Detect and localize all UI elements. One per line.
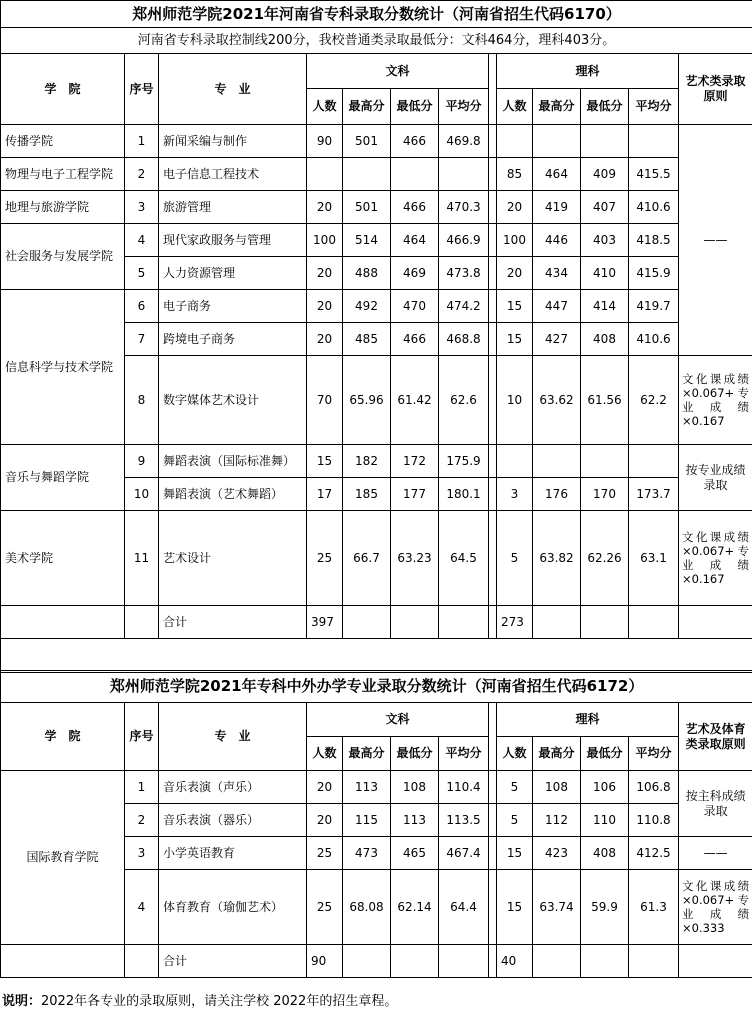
- header-like: 理科: [497, 703, 679, 737]
- spacer-cell: [489, 224, 497, 257]
- spacer-cell: [489, 290, 497, 323]
- w-max: 473: [343, 837, 391, 870]
- l-max: 176: [533, 478, 581, 511]
- header-spacer: [489, 54, 497, 125]
- l-count: 10: [497, 356, 533, 445]
- spacer-cell: [489, 125, 497, 158]
- l-count: [497, 445, 533, 478]
- table-row: [1, 191, 752, 224]
- table-row: [1, 158, 752, 191]
- header-l-min: 最低分: [581, 737, 629, 771]
- major-name: 数字媒体艺术设计: [159, 356, 307, 445]
- l-max: 108: [533, 771, 581, 804]
- college-name: 物理与电子工程学院: [1, 158, 125, 191]
- l-avg: 62.2: [629, 356, 679, 445]
- w-min: 63.23: [391, 511, 439, 606]
- rule-cell: 文化课成绩×0.067+专业成绩×0.333: [679, 870, 752, 945]
- l-count: 5: [497, 511, 533, 606]
- major-name: 音乐表演（声乐）: [159, 771, 307, 804]
- table-1-title: 郑州师范学院2021年河南省专科录取分数统计（河南省招生代码6170）: [1, 1, 752, 28]
- l-max: 419: [533, 191, 581, 224]
- w-count: 20: [307, 191, 343, 224]
- l-avg: 410.6: [629, 191, 679, 224]
- header-w-max: 最高分: [343, 89, 391, 125]
- total-w-count: 397: [307, 606, 343, 639]
- w-avg: 62.6: [439, 356, 489, 445]
- w-avg: 474.2: [439, 290, 489, 323]
- total-l-count: 273: [497, 606, 533, 639]
- college-name: 社会服务与发展学院: [1, 224, 125, 290]
- l-avg: [629, 125, 679, 158]
- row-no: 1: [125, 771, 159, 804]
- w-max: 115: [343, 804, 391, 837]
- college-name: 信息科学与技术学院: [1, 290, 125, 445]
- w-count: 20: [307, 771, 343, 804]
- blank-cell: [125, 606, 159, 639]
- header-l-avg: 平均分: [629, 737, 679, 771]
- w-max: 65.96: [343, 356, 391, 445]
- row-no: 3: [125, 837, 159, 870]
- rule-cell: ——: [679, 837, 752, 870]
- l-avg: 418.5: [629, 224, 679, 257]
- w-count: 20: [307, 290, 343, 323]
- header-w-max: 最高分: [343, 737, 391, 771]
- major-name: 跨境电子商务: [159, 323, 307, 356]
- l-max: 112: [533, 804, 581, 837]
- l-min: 403: [581, 224, 629, 257]
- major-name: 人力资源管理: [159, 257, 307, 290]
- w-max: 492: [343, 290, 391, 323]
- table-row: [1, 511, 752, 606]
- w-count: 100: [307, 224, 343, 257]
- l-min: 409: [581, 158, 629, 191]
- l-min: 408: [581, 323, 629, 356]
- l-max: 434: [533, 257, 581, 290]
- w-count: 25: [307, 870, 343, 945]
- l-min: 59.9: [581, 870, 629, 945]
- w-avg: 180.1: [439, 478, 489, 511]
- w-avg: 473.8: [439, 257, 489, 290]
- l-min: 410: [581, 257, 629, 290]
- table-row: [1, 224, 752, 257]
- l-count: 85: [497, 158, 533, 191]
- row-no: 7: [125, 323, 159, 356]
- row-no: 8: [125, 356, 159, 445]
- blank-cell: [581, 606, 629, 639]
- total-label: 合计: [159, 606, 307, 639]
- w-max: 182: [343, 445, 391, 478]
- header-no: 序号: [125, 54, 159, 125]
- l-max: 427: [533, 323, 581, 356]
- l-avg: 412.5: [629, 837, 679, 870]
- header-wenke: 文科: [307, 54, 489, 89]
- w-min: 177: [391, 478, 439, 511]
- blank-cell: [1, 945, 125, 978]
- header-l-max: 最高分: [533, 89, 581, 125]
- w-min: 172: [391, 445, 439, 478]
- w-avg: 64.4: [439, 870, 489, 945]
- spacer-cell: [489, 257, 497, 290]
- spacer-cell: [489, 478, 497, 511]
- row-no: 1: [125, 125, 159, 158]
- w-min: 108: [391, 771, 439, 804]
- l-count: 20: [497, 257, 533, 290]
- l-max: 464: [533, 158, 581, 191]
- w-max: 488: [343, 257, 391, 290]
- spacer-cell: [489, 837, 497, 870]
- w-avg: 466.9: [439, 224, 489, 257]
- l-count: 15: [497, 323, 533, 356]
- w-min: 113: [391, 804, 439, 837]
- header-college: 学 院: [1, 703, 125, 771]
- header-no: 序号: [125, 703, 159, 771]
- table-row: [1, 125, 752, 158]
- w-avg: 64.5: [439, 511, 489, 606]
- l-count: [497, 125, 533, 158]
- row-no: 4: [125, 224, 159, 257]
- w-max: 66.7: [343, 511, 391, 606]
- table-row: [1, 445, 752, 478]
- table-1-subtitle: 河南省专科录取控制线200分，我校普通类录取最低分：文科464分，理科403分。: [1, 28, 752, 54]
- w-avg: 113.5: [439, 804, 489, 837]
- header-wenke: 文科: [307, 703, 489, 737]
- spacer-cell: [489, 804, 497, 837]
- w-avg: 467.4: [439, 837, 489, 870]
- table-row: [1, 771, 752, 804]
- footnote-text: 2022年各专业的录取原则，请关注学校 2022年的招生章程。: [41, 994, 398, 1009]
- major-name: 艺术设计: [159, 511, 307, 606]
- footnote-label: 说明：: [2, 994, 42, 1009]
- w-min: [391, 158, 439, 191]
- l-min: 106: [581, 771, 629, 804]
- blank-cell: [343, 606, 391, 639]
- l-count: 100: [497, 224, 533, 257]
- w-count: 70: [307, 356, 343, 445]
- w-count: 25: [307, 511, 343, 606]
- spacer-cell: [489, 606, 497, 639]
- header-l-count: 人数: [497, 89, 533, 125]
- l-avg: 106.8: [629, 771, 679, 804]
- w-count: 20: [307, 804, 343, 837]
- blank-cell: [533, 945, 581, 978]
- spacer-cell: [489, 323, 497, 356]
- total-label: 合计: [159, 945, 307, 978]
- row-no: 5: [125, 257, 159, 290]
- footnote: [2, 990, 397, 1009]
- header-rule: 艺术类录取原则: [679, 54, 752, 125]
- l-max: 423: [533, 837, 581, 870]
- w-count: 90: [307, 125, 343, 158]
- w-max: [343, 158, 391, 191]
- l-max: 63.62: [533, 356, 581, 445]
- header-l-max: 最高分: [533, 737, 581, 771]
- l-count: 15: [497, 837, 533, 870]
- w-count: 20: [307, 323, 343, 356]
- row-no: 9: [125, 445, 159, 478]
- w-min: 466: [391, 125, 439, 158]
- header-major: 专 业: [159, 54, 307, 125]
- l-count: 5: [497, 804, 533, 837]
- table-2-title: 郑州师范学院2021年专科中外办学专业录取分数统计（河南省招生代码6172）: [1, 671, 752, 703]
- header-rule: 艺术及体育类录取原则: [679, 703, 752, 771]
- l-max: 446: [533, 224, 581, 257]
- w-count: 17: [307, 478, 343, 511]
- w-max: 113: [343, 771, 391, 804]
- l-max: 447: [533, 290, 581, 323]
- l-max: [533, 445, 581, 478]
- header-l-min: 最低分: [581, 89, 629, 125]
- l-min: [581, 125, 629, 158]
- w-avg: 469.8: [439, 125, 489, 158]
- blank-cell: [629, 606, 679, 639]
- blank-cell: [1, 606, 125, 639]
- w-count: 15: [307, 445, 343, 478]
- l-min: 408: [581, 837, 629, 870]
- w-min: 62.14: [391, 870, 439, 945]
- total-w-count: 90: [307, 945, 343, 978]
- major-name: 舞蹈表演（艺术舞蹈）: [159, 478, 307, 511]
- l-avg: 419.7: [629, 290, 679, 323]
- spacer-cell: [489, 511, 497, 606]
- l-avg: 63.1: [629, 511, 679, 606]
- w-avg: [439, 158, 489, 191]
- w-max: 514: [343, 224, 391, 257]
- blank-cell: [679, 945, 752, 978]
- row-no: 4: [125, 870, 159, 945]
- header-w-count: 人数: [307, 89, 343, 125]
- major-name: 舞蹈表演（国际标准舞）: [159, 445, 307, 478]
- w-avg: 110.4: [439, 771, 489, 804]
- rule-cell: 按主科成绩录取: [679, 771, 752, 837]
- row-no: 11: [125, 511, 159, 606]
- major-name: 新闻采编与制作: [159, 125, 307, 158]
- header-w-count: 人数: [307, 737, 343, 771]
- w-avg: 175.9: [439, 445, 489, 478]
- blank-cell: [629, 945, 679, 978]
- l-min: 407: [581, 191, 629, 224]
- w-count: 25: [307, 837, 343, 870]
- l-avg: 410.6: [629, 323, 679, 356]
- major-name: 旅游管理: [159, 191, 307, 224]
- table-2: [0, 670, 752, 978]
- spacer-cell: [489, 445, 497, 478]
- blank-cell: [391, 606, 439, 639]
- row-no: 3: [125, 191, 159, 224]
- major-name: 电子信息工程技术: [159, 158, 307, 191]
- major-name: 音乐表演（器乐）: [159, 804, 307, 837]
- l-count: 20: [497, 191, 533, 224]
- table-gap: [1, 639, 752, 673]
- w-max: 68.08: [343, 870, 391, 945]
- major-name: 小学英语教育: [159, 837, 307, 870]
- major-name: 体育教育（瑜伽艺术）: [159, 870, 307, 945]
- blank-cell: [343, 945, 391, 978]
- header-w-min: 最低分: [391, 89, 439, 125]
- l-count: 15: [497, 870, 533, 945]
- row-no: 6: [125, 290, 159, 323]
- blank-cell: [533, 606, 581, 639]
- blank-cell: [391, 945, 439, 978]
- w-min: 466: [391, 323, 439, 356]
- w-min: 61.42: [391, 356, 439, 445]
- w-min: 466: [391, 191, 439, 224]
- w-min: 469: [391, 257, 439, 290]
- blank-cell: [125, 945, 159, 978]
- rule-cell: 按专业成绩录取: [679, 445, 752, 511]
- l-min: 61.56: [581, 356, 629, 445]
- total-row: [1, 945, 752, 978]
- header-spacer: [489, 703, 497, 771]
- header-college: 学 院: [1, 54, 125, 125]
- header-major: 专 业: [159, 703, 307, 771]
- l-avg: 110.8: [629, 804, 679, 837]
- spacer-cell: [489, 158, 497, 191]
- w-max: 185: [343, 478, 391, 511]
- row-no: 2: [125, 158, 159, 191]
- row-no: 2: [125, 804, 159, 837]
- w-max: 501: [343, 125, 391, 158]
- header-w-avg: 平均分: [439, 89, 489, 125]
- header-w-avg: 平均分: [439, 737, 489, 771]
- w-min: 464: [391, 224, 439, 257]
- college-name: 传播学院: [1, 125, 125, 158]
- major-name: 电子商务: [159, 290, 307, 323]
- l-max: [533, 125, 581, 158]
- total-l-count: 40: [497, 945, 533, 978]
- college-name: 国际教育学院: [1, 771, 125, 945]
- w-max: 485: [343, 323, 391, 356]
- spacer-cell: [489, 771, 497, 804]
- l-min: [581, 445, 629, 478]
- w-min: 465: [391, 837, 439, 870]
- spacer-cell: [489, 191, 497, 224]
- w-avg: 470.3: [439, 191, 489, 224]
- w-min: 470: [391, 290, 439, 323]
- header-l-avg: 平均分: [629, 89, 679, 125]
- college-name: 地理与旅游学院: [1, 191, 125, 224]
- l-min: 414: [581, 290, 629, 323]
- total-row: [1, 606, 752, 639]
- blank-cell: [439, 606, 489, 639]
- spacer-cell: [489, 870, 497, 945]
- l-avg: [629, 445, 679, 478]
- college-name: 音乐与舞蹈学院: [1, 445, 125, 511]
- l-avg: 415.9: [629, 257, 679, 290]
- header-w-min: 最低分: [391, 737, 439, 771]
- l-avg: 173.7: [629, 478, 679, 511]
- row-no: 10: [125, 478, 159, 511]
- header-like: 理科: [497, 54, 679, 89]
- spacer-cell: [489, 945, 497, 978]
- rule-cell: ——: [679, 125, 752, 356]
- table-row: [1, 290, 752, 323]
- w-avg: 468.8: [439, 323, 489, 356]
- rule-cell: 文化课成绩×0.067+专业成绩×0.167: [679, 356, 752, 445]
- w-count: [307, 158, 343, 191]
- spacer-cell: [489, 356, 497, 445]
- rule-cell: 文化课成绩×0.067+专业成绩×0.167: [679, 511, 752, 606]
- major-name: 现代家政服务与管理: [159, 224, 307, 257]
- l-min: 110: [581, 804, 629, 837]
- l-count: 5: [497, 771, 533, 804]
- blank-cell: [439, 945, 489, 978]
- w-count: 20: [307, 257, 343, 290]
- blank-cell: [581, 945, 629, 978]
- l-count: 15: [497, 290, 533, 323]
- l-avg: 415.5: [629, 158, 679, 191]
- l-min: 62.26: [581, 511, 629, 606]
- blank-cell: [679, 606, 752, 639]
- l-max: 63.82: [533, 511, 581, 606]
- college-name: 美术学院: [1, 511, 125, 606]
- l-min: 170: [581, 478, 629, 511]
- w-max: 501: [343, 191, 391, 224]
- header-l-count: 人数: [497, 737, 533, 771]
- l-avg: 61.3: [629, 870, 679, 945]
- l-max: 63.74: [533, 870, 581, 945]
- l-count: 3: [497, 478, 533, 511]
